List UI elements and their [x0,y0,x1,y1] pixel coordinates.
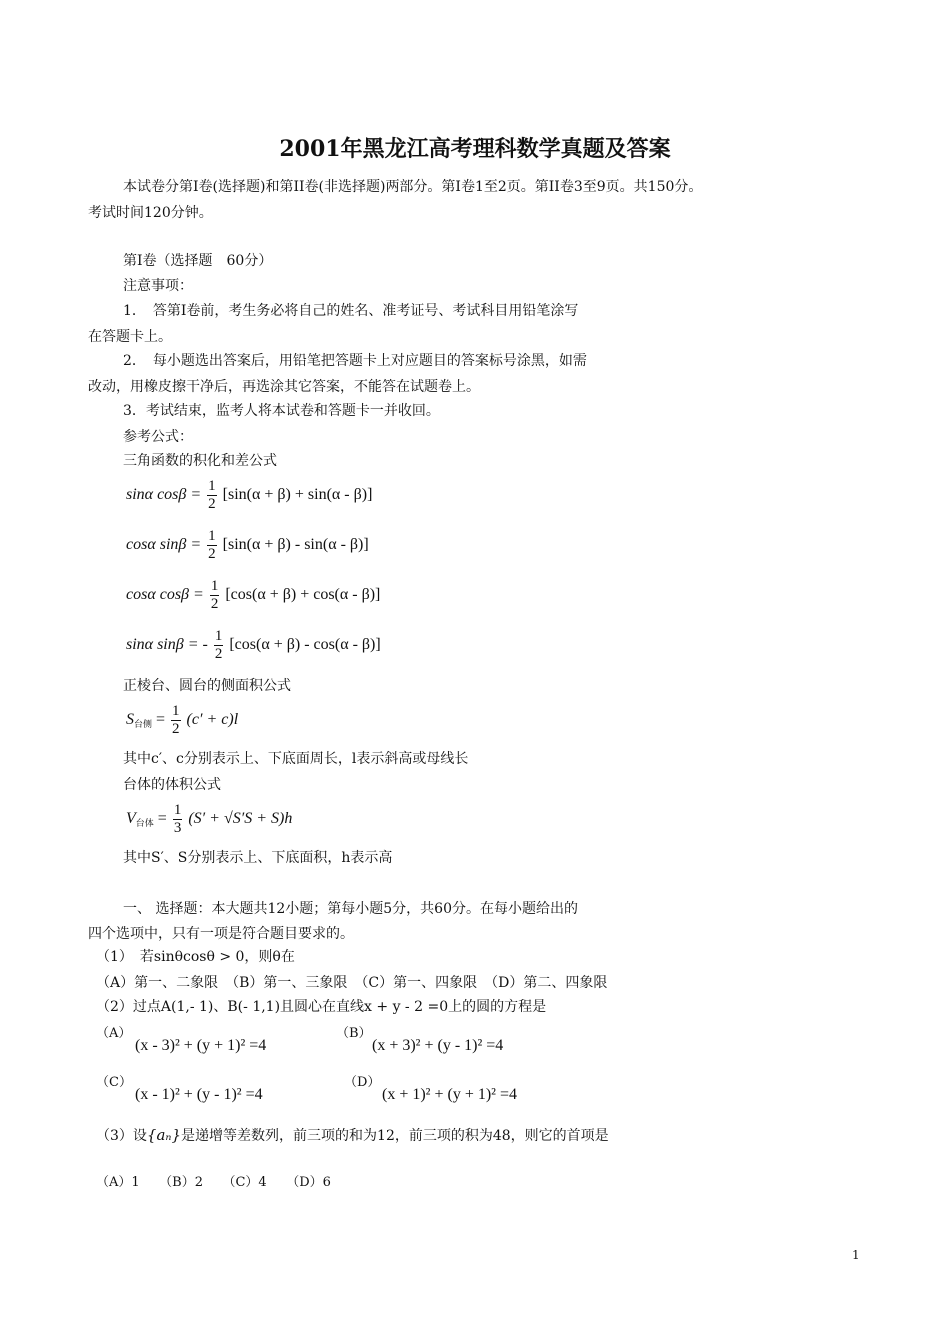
note-2b: 改动，用橡皮擦干净后，再选涂其它答案，不能答在试题卷上。 [88,379,480,395]
question-2-label-c: （C） [96,1075,132,1090]
trig-formula-2: cosα sinβ = $\frac{1}{2}$ [sin(α + β) - sin(α - β)] [126,528,369,562]
question-2-label-a: （A） [96,1026,132,1041]
formulas-heading: 参考公式： [123,429,193,445]
question-3-stem [96,1126,609,1145]
question-2-option-a: (x - 3)² + (y + 1)² =4 [135,1037,267,1054]
intro-line-2: 考试时间120分钟。 [88,205,213,221]
part1-heading: 第I卷（选择题 60分） [123,253,273,269]
volume-heading: 台体的体积公式 [123,777,221,793]
question-2-label-d: （D） [344,1075,381,1090]
trig-formula-3: cosα cosβ = $\frac{1}{2}$ [cos(α + β) + cos(α - β)] [126,578,381,612]
note-1b: 在答题卡上。 [88,329,172,345]
question-2-option-c: (x - 1)² + (y - 1)² =4 [135,1086,263,1103]
section1-heading-b: 四个选项中，只有一项是符合题目要求的。 [88,926,354,942]
question-3-sequence: {aₙ} [146,1126,182,1144]
question-1-stem: （1） 若sinθcosθ > 0，则θ在 [96,949,295,965]
lateral-note: 其中c′、c分别表示上、下底面周长，l表示斜高或母线长 [123,751,469,767]
question-3-text: 是递增等差数列，前三项的和为12，前三项的积为48，则它的首项是 [181,1128,609,1144]
question-2-label-b: （B） [336,1026,372,1041]
lateral-formula: $S_{台侧}$ = $\frac{1}{2}$ (c′ + c)l [126,703,239,737]
trig-formula-4: sinα sinβ = - $\frac{1}{2}$ [cos(α + β) - cos(α - β)] [126,628,381,662]
intro-line-1: 本试卷分第I卷(选择题)和第II卷(非选择题)两部分。第I卷1至2页。第II卷3至9页。共150分。 [123,179,703,195]
question-1-options: （A）第一、二象限 （B）第一、三象限 （C）第一、四象限 （D）第二、四象限 [96,975,608,991]
question-3-prefix: （3）设 [96,1128,147,1144]
notes-heading: 注意事项： [123,278,193,294]
volume-note: 其中S′、S分别表示上、下底面积，h表示高 [123,850,393,866]
question-2-option-b: (x + 3)² + (y - 1)² =4 [372,1037,504,1054]
volume-formula: $V_{台体}$ = $\frac{1}{3}$ (S′ + √S′S + S)h [126,802,293,836]
lateral-heading: 正棱台、圆台的侧面积公式 [123,678,291,694]
question-2-stem: （2）过点A(1,- 1)、B(- 1,1)且圆心在直线x + y - 2 =0上的圆的方程是 [96,999,547,1015]
section1-heading-a: 一、 选择题：本大题共12小题；第每小题5分，共60分。在每小题给出的 [123,901,578,917]
note-2a: 2． 每小题选出答案后，用铅笔把答题卡上对应题目的答案标号涂黑，如需 [123,353,587,369]
trig-heading: 三角函数的积化和差公式 [123,453,277,469]
page-number: 1 [852,1248,860,1262]
note-1a: 1． 答第I卷前，考生务必将自己的姓名、准考证号、考试科目用铅笔涂写 [123,303,579,319]
page-title: 2001年黑龙江高考理科数学真题及答案 [279,136,671,162]
question-3-options: （A）1 （B）2 （C）4 （D）6 [96,1175,331,1190]
question-2-option-d: (x + 1)² + (y + 1)² =4 [382,1086,517,1103]
note-3: 3．考试结束，监考人将本试卷和答题卡一并收回。 [123,403,440,419]
trig-formula-1: sinα cosβ = $\frac{1}{2}$ [sin(α + β) + sin(α - β)] [126,478,373,512]
